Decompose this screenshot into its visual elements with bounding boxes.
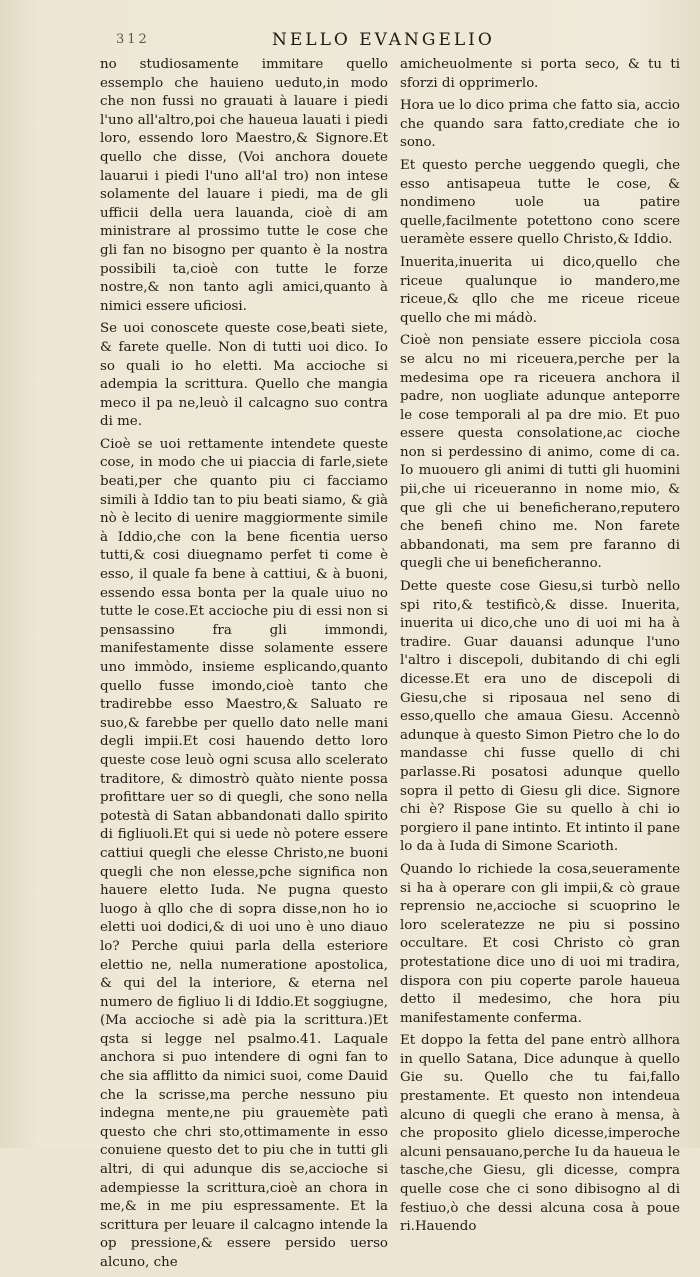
paragraph: amicheuolmente si porta seco, & tu ti sforzi di opprimerlo. bbox=[400, 57, 680, 91]
left-text-column bbox=[100, 56, 388, 1277]
paragraph: Et questo perche ueggendo quegli, che esso antisapeua tutte le cose, & nondimeno uole ua patire quelle,facilmente potettono cono scere ueramète essere quello Christo,& Iddio. bbox=[400, 157, 680, 248]
paragraph: no studiosamente immitare quello essemplo che hauieno ueduto,in modo che non fussi no grauati à lauare i piedi l'uno all'altro,poi che haueua lauati i piedi loro, essendo loro Maestro,& Signore.Et quello che disse, (Voi anchora douete lauarui i piedi l'uno all'al tro) non intese solamente del lauare i piedi, ma de gli ufficii della uera lauanda, cioè di am ministrare al prossimo tutte le cose che gli fan no bisogno per quanto è la nostra possibili ta,cioè con tutte le forze nostre,& non tanto agli amici,quanto à nimici essere uficiosi. bbox=[100, 57, 388, 314]
paragraph: Quando lo richiede la cosa,seueramente si ha à operare con gli impii,& cò graue reprensio ne,accioche si scuoprino le loro sceleratezze ne piu si possino occultare. Et cosi Christo cò gran protestatione dice uno di uoi mi tradira, dispora con piu coperte parole haueua detto il medesimo, che hora piu manifestamente conferma. bbox=[400, 861, 680, 1026]
paragraph: Se uoi conoscete queste cose,beati siete, & farete quelle. Non di tutti uoi dico. Io so quali io ho eletti. Ma accioche si adempia la scrittura. Quello che mangia meco il pa ne,leuò il calcagno suo contra di me. bbox=[100, 321, 388, 430]
paragraph: Cioè se uoi rettamente intendete queste cose, in modo che ui piaccia di farle,siete beati,per che quanto piu ci facciamo simili à Iddio tan to piu beati siamo, & già nò è lecito di uenire maggiormente simile à Iddio,che con la bene ficentia uerso tutti,& cosi diuegnamo perfet ti come è esso, il quale fa bene à cattiui, & à buoni, essendo essa bonta per la quale uiuo no tutte le cose.Et accioche piu di essi non si pensassino fra gli immondi, manifestamente disse solamente essere uno immòdo, insieme esplicando,quanto quello fusse imondo,cioè tanto che tradirebbe esso Maestro,& Saluato re suo,& farebbe per quello dato nelle mani degli impii.Et cosi hauendo detto loro queste cose leuò ogni scusa allo scelerato traditore, & dimostrò quàto niente possa profittare uer so di quegli, che sono nella potestà di Satan abbandonati dallo spirito di figliuoli.Et qui si uede nò potere essere cattiui quegli che elesse Christo,ne buoni quegli che non elesse,pche significa non hauere eletto Iuda. Ne pugna questo luogo à qllo che di sopra disse,non ho io eletti uoi dodici,& di uoi uno è uno diauo lo? Perche quiui parla della esteriore elettio ne, nella numeratione apostolica, & qui del la interiore, & eterna nel numero de figliuo li di Iddio.Et soggiugne,(Ma accioche si adè pia la scrittura.)Et qsta si legge nel psalmo.41. Laquale anchora si puo intendere di ogni fan to che sia afflitto da nimici suoi, come Dauid che la scrisse,ma perche nessuno piu indegna mente,ne piu grauemète patì questo che chri sto,ottimamente in esso conuiene questo det to piu che in tutti gli altri, di qui adunque dis se,accioche si adempiesse la scrittura,cioè an chora in me,& in me piu espressamente. Et la scrittura per leuare il calcagno intende la op pressione,& essere persido uerso alcuno, che bbox=[100, 436, 388, 1270]
page-header bbox=[100, 30, 520, 54]
paragraph: Dette queste cose Giesu,si turbò nello spi rito,& testificò,& disse. Inuerita, inuerita ui dico,che uno di uoi mi ha à tradire. Guar dauansi adunque l'uno l'altro i discepoli, dubitando di chi egli dicesse.Et era uno de discepoli di Giesu,che si riposaua nel seno di esso,quello che amaua Giesu. Accennò adunque à questo Simon Pietro che lo do mandasse chi fusse quello di chi parlasse.Ri posatosi adunque quello sopra il petto di Giesu gli dice. Signore chi è? Rispose Gie su quello à chi io porgiero il pane intinto. Et intinto il pane lo da à Iuda di Simone Scarioth. bbox=[400, 579, 680, 855]
running-title: NELLO EVANGELIO bbox=[272, 30, 495, 50]
paragraph: Et doppo la fetta del pane entrò allhora in quello Satana, Dice adunque à quello Gie su. Quello che tu fai,fallo prestamente. Et questo non intendeua alcuno di quegli che erano à mensa, à che proposito glielo dicesse,imperoche alcuni pensauano,perche Iu da haueua le tasche,che Giesu, gli dicesse, compra quelle cose che ci sono dibisogno al di festiuo,ò che dessi alcuna cosa à poue ri.Hauendo bbox=[400, 1033, 680, 1235]
paragraph: Inuerita,inuerita ui dico,quello che riceue qualunque io mandero,me riceue,& qllo che me riceue riceue quello che mi mádò. bbox=[400, 254, 680, 326]
paragraph: Hora ue lo dico prima che fatto sia, accio che quando sara fatto,crediate che io sono. bbox=[400, 98, 680, 151]
page-number: 312 bbox=[116, 32, 150, 47]
paragraph: Cioè non pensiate essere picciola cosa se alcu no mi riceuera,perche per la medesima ope ra riceuera anchora il padre, non uogliate adunque anteporre le cose temporali al pa dre mio. Et puo essere questa consolatione,ac cioche non si perdessino di animo, come di ca. Io muouero gli animi di tutti gli huomini pii,che ui riceueranno in nome mio, & que gli che ui beneficherano,reputero che benefi chino me. Non farete abbandonati, ma sem pre faranno di quegli che ui beneficheranno. bbox=[400, 333, 680, 572]
right-text-column bbox=[400, 56, 680, 1241]
